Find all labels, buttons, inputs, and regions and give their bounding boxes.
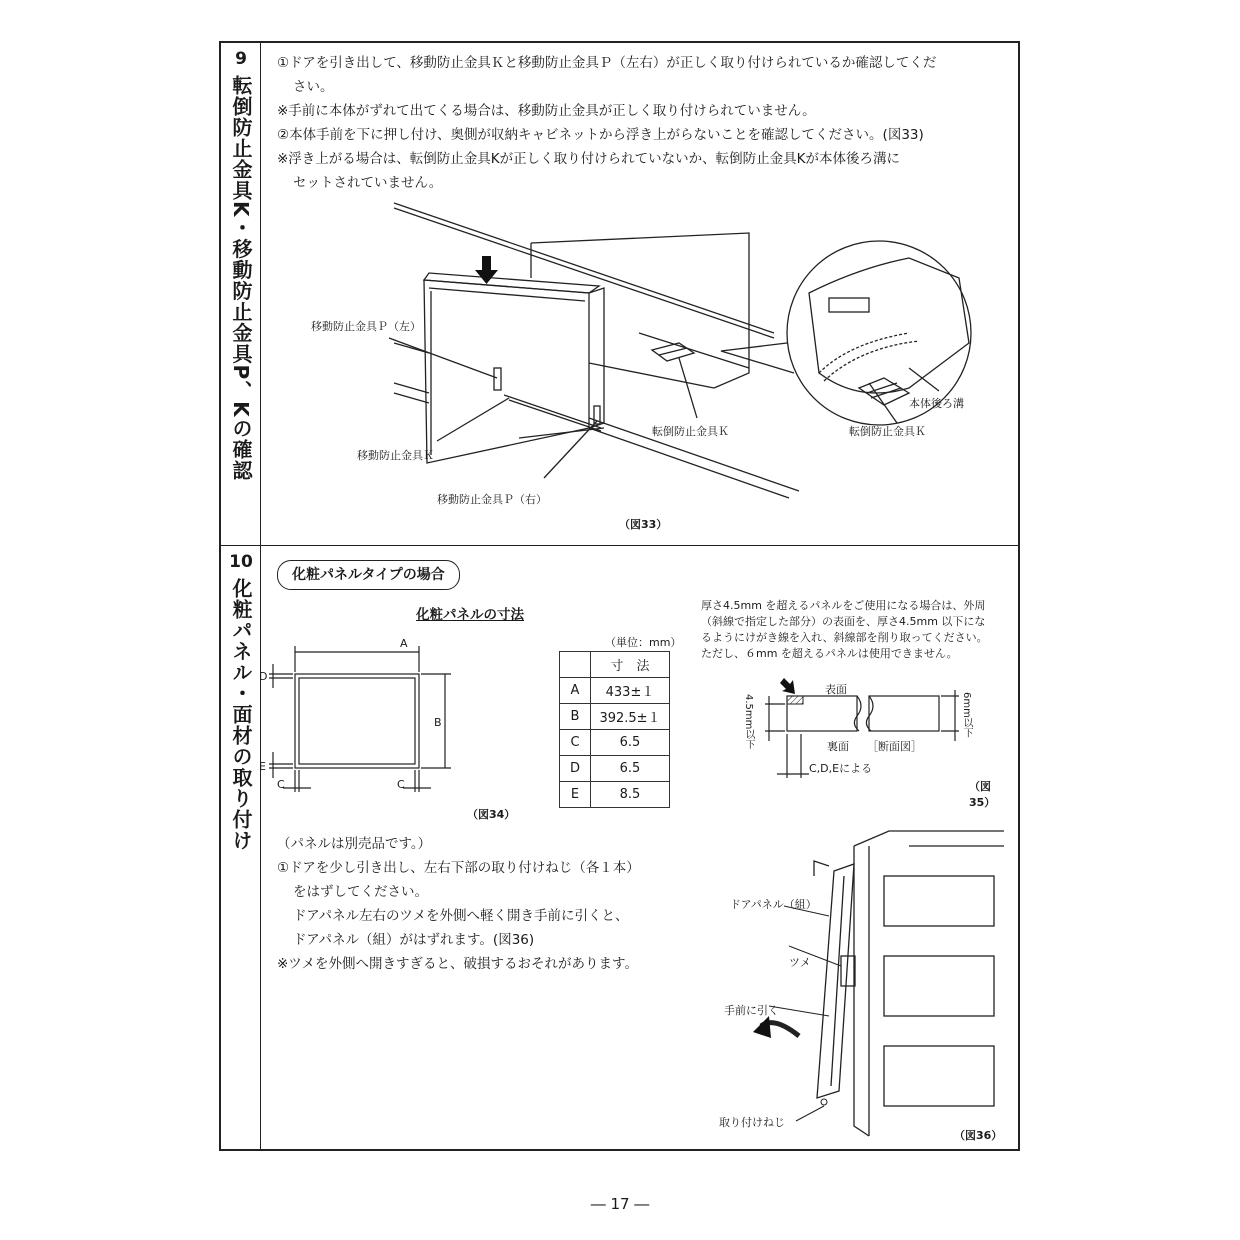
label-screw: 取り付けねじ	[719, 1116, 785, 1129]
step-10-section	[221, 546, 1018, 1149]
step-9-sidebar	[221, 43, 261, 545]
label-groove: 本体後ろ溝	[909, 397, 964, 410]
step-9-line3: ②本体手前を下に押し付け、奥側が収納キャビネットから浮き上がらないことを確認してください。(図33)	[277, 127, 924, 143]
dim-c1: C	[277, 778, 285, 791]
step-9-line1b: さい。	[293, 79, 334, 95]
thickness-note-1: 厚さ4.5mm を超えるパネルをご使用になる場合は、外周	[701, 599, 986, 612]
label-back: 裏面	[827, 740, 849, 753]
step-9-number: 9	[235, 49, 247, 69]
pull-arrow-icon	[753, 1016, 771, 1038]
unit-label: （単位：mm）	[605, 636, 682, 649]
table-row: D 6.5	[560, 756, 670, 782]
label-door-panel: ドアパネル（組）	[730, 898, 817, 911]
label-k-tip: 転倒防止金具Ｋ	[652, 425, 729, 438]
table-header: 寸 法	[591, 652, 670, 678]
body-line-6: ※ツメを外側へ開きすぎると、破損するおそれがあります。	[277, 956, 638, 972]
label-k-move: 移動防止金具Ｋ	[357, 449, 434, 462]
body-line-2: ①ドアを少し引き出し、左右下部の取り付けねじ（各１本）	[277, 860, 640, 876]
step-9-line2: ※手前に本体がずれて出てくる場合は、移動防止金具が正しく取り付けられていません。	[277, 103, 816, 119]
dim-e: E	[259, 760, 266, 773]
step-10-content	[259, 546, 1010, 1149]
figure-33-drawing	[269, 43, 1019, 543]
down-arrow-icon	[475, 256, 498, 284]
panel-type-heading: 化粧パネルタイプの場合	[277, 560, 460, 590]
figure-36-caption: （図36）	[954, 1129, 1003, 1142]
label-pull: 手前に引く	[724, 1004, 779, 1017]
step-9-line1: ①ドアを引き出して、移動防止金具Ｋと移動防止金具Ｐ（左右）が正しく取り付けられているか確認してくだ	[277, 55, 937, 71]
step-9-title: 転倒防止金具K・移動防止金具P、Kの確認	[229, 75, 253, 481]
body-line-5: ドアパネル（組）がはずれます。(図36)	[293, 932, 535, 948]
body-line-1: （パネルは別売品です。）	[277, 836, 432, 852]
step-9-content	[269, 43, 1010, 545]
label-t6: 6mm以下	[961, 692, 972, 738]
thickness-note-2: （斜線で指定した部分）の表面を、厚さ4.5mm 以下にな	[701, 615, 986, 628]
table-row: C 6.5	[560, 730, 670, 756]
label-cde: C,D,Eによる	[809, 762, 873, 775]
instruction-frame	[219, 41, 1020, 1151]
table-row: B 392.5±１	[560, 704, 670, 730]
thickness-note-3: るようにけがき線を入れ、斜線部を削り取ってください。	[701, 631, 988, 644]
step-9-line4b: セットされていません。	[293, 175, 443, 191]
dim-b: B	[434, 716, 442, 729]
step-9-line4: ※浮き上がる場合は、転倒防止金具Kが正しく取り付けられていないか、転倒防止金具Kが本体後ろ溝に	[277, 151, 901, 167]
label-section: ［断面図］	[867, 740, 922, 753]
dim-a: A	[400, 637, 408, 650]
step-10-sidebar	[221, 546, 261, 1149]
figure-33-caption: （図33）	[619, 518, 668, 531]
label-surface: 表面	[825, 683, 847, 696]
body-line-3: をはずしてください。	[293, 884, 428, 900]
label-t45: 4.5mm以下	[743, 694, 754, 750]
table-row: A 433±１	[560, 678, 670, 704]
table-row: E 8.5	[560, 782, 670, 808]
panel-dims-title: 化粧パネルの寸法	[416, 607, 524, 623]
figure-36-drawing	[269, 546, 1029, 1156]
step-9-section	[221, 43, 1018, 546]
figure-35-caption: （図35）	[969, 780, 996, 809]
label-p-left: 移動防止金具Ｐ（左）	[311, 320, 421, 333]
step-10-title: 化粧パネル・面材の取り付け	[229, 578, 253, 851]
label-p-right: 移動防止金具Ｐ（右）	[437, 493, 547, 506]
dim-c2: C	[397, 778, 405, 791]
dim-d: D	[259, 670, 268, 683]
figure-34-caption: （図34）	[467, 808, 516, 821]
label-tab: ツメ	[789, 956, 811, 969]
thickness-note-4: ただし、６mm を超えるパネルは使用できません。	[701, 647, 958, 660]
step-10-number: 10	[229, 552, 253, 572]
body-line-4: ドアパネル左右のツメを外側へ軽く開き手前に引くと、	[293, 908, 629, 924]
page-number: ― 17 ―	[590, 1195, 650, 1213]
label-k-tip2: 転倒防止金具Ｋ	[849, 425, 926, 438]
